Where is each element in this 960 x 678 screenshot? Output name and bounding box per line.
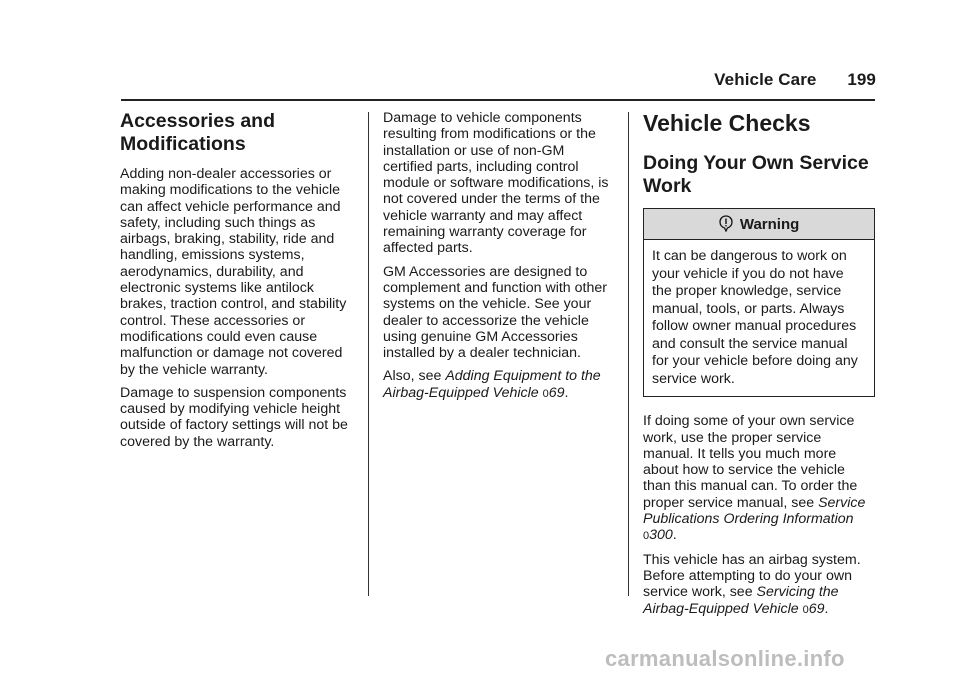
cross-reference-link[interactable]: Service Publications Ordering Information 0300 [643,494,866,544]
section-heading-service-work: Doing Your Own Service Work [643,152,869,197]
section-heading-accessories: Accessories and Modifications [120,110,276,155]
column-divider [368,112,369,596]
page-ref-arrow-icon: 0 [643,530,650,543]
paragraph: If doing some of your own service work, use the proper service manual. It tells you much more about how to service the vehicle than this manual can. To order the proper service manual, see Service Publications Ordering Information 0300. [643,413,866,544]
chapter-heading: Vehicle Checks [643,110,811,136]
paragraph: Damage to suspension components caused by modifying vehicle height outside of factory settings will not be covered by the warranty. [120,384,348,450]
paragraph: This vehicle has an airbag system. Before attempting to do your own service work, see Servicing the Airbag-Equipped Vehicle 069. [643,551,861,617]
warning-text: It can be dangerous to work on your vehicle if you do not have the proper knowledge, service manual, tools, or parts. Always follow owner manual procedures and consult the service manual for your vehicle before doing any service work. [652,248,858,387]
column-right [643,110,875,625]
column-middle [383,110,611,409]
warning-box [643,208,875,397]
warning-title: Warning [739,216,800,233]
running-header [714,70,876,90]
paragraph: Also, see Adding Equipment to the Airbag-Equipped Vehicle 069. [383,368,601,401]
page-number: 199 [847,70,876,89]
column-left [120,110,356,457]
paragraph: Adding non-dealer accessories or making modifications to the vehicle can affect vehicle performance and safety, including such things as airbags, braking, stability, ride and handling, emissions systems, aerodynamics, durability, and electronic systems like antilock brakes, traction control, and stability control. These accessories or modifications could even cause malfunction or damage not covered by the vehicle warranty. [120,166,347,378]
section-title: Vehicle Care [714,70,817,89]
header-rule [121,99,875,101]
warning-icon [719,215,733,232]
paragraph: Damage to vehicle components resulting from modifications or the installation or use of non-GM certified parts, including control module or software modifications, is not covered under the terms of the vehicle warranty and may affect remaining warranty coverage for affected parts. [383,110,609,257]
cross-reference-link[interactable]: Servicing the Airbag-Equipped Vehicle 069 [643,584,839,617]
column-divider [628,112,629,596]
warning-header [644,209,874,240]
cross-reference-link[interactable]: Adding Equipment to the Airbag-Equipped Vehicle 069 [383,368,601,401]
page-ref-arrow-icon: 0 [542,387,549,400]
page-ref-arrow-icon: 0 [802,603,809,616]
paragraph: GM Accessories are designed to complement and function with other systems on the vehicle. See your dealer to accessorize the vehicle using genuine GM Accessories installed by a dealer technician. [383,263,607,362]
watermark: carmanualsonline.info [605,646,845,671]
